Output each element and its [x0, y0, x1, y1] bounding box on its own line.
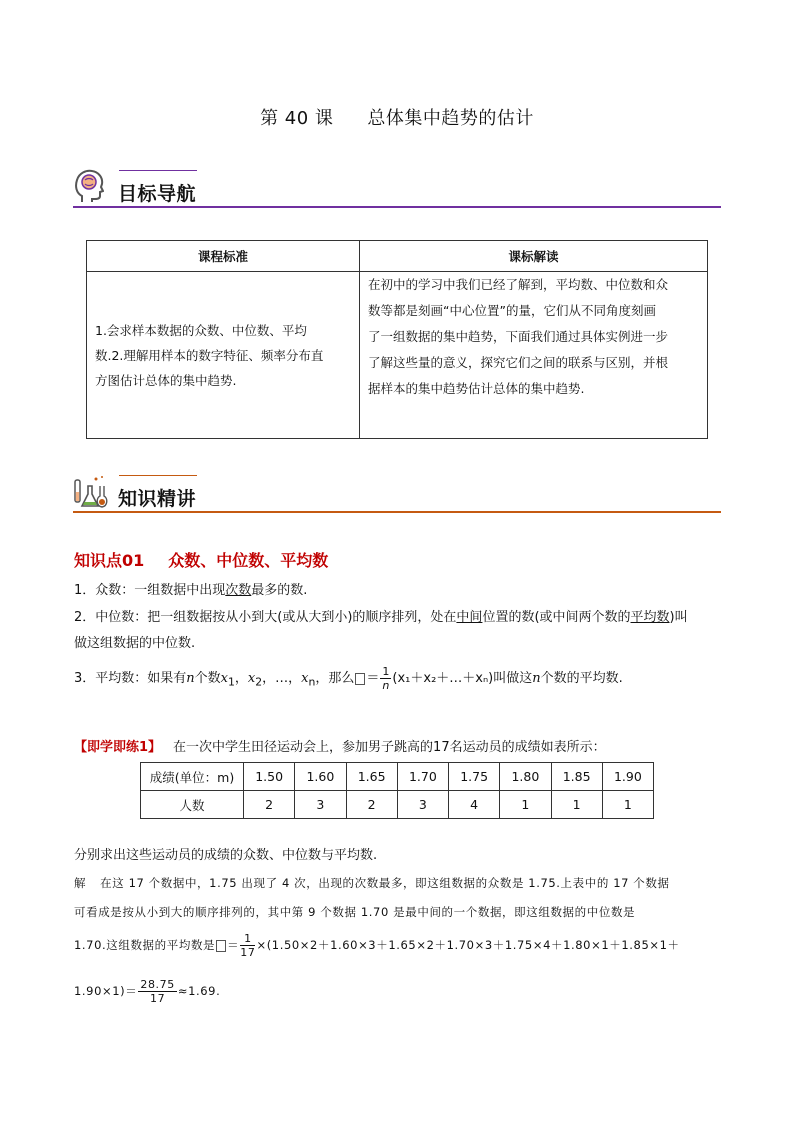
var: x [301, 671, 309, 686]
text: 个数的平均数. [540, 671, 623, 686]
text: 3．平均数：如果有 [74, 671, 187, 686]
fraction-den: 17 [240, 946, 256, 959]
solution-line [74, 978, 220, 1005]
text: 1．众数：一组数据中出现 [74, 583, 226, 598]
score-cell: 1.90 [602, 763, 653, 791]
page-title [0, 104, 794, 130]
text-line: 在初中的学习中我们已经了解到，平均数、中位数和众 [368, 277, 669, 292]
var: n [186, 671, 195, 686]
sub: n [308, 675, 316, 689]
text: ≈1.69. [177, 984, 221, 998]
fraction-num: 28.75 [140, 978, 175, 991]
count-cell: 2 [244, 791, 295, 819]
exercise-ask: 分别求出这些运动员的成绩的众数、中位数与平均数. [74, 848, 378, 863]
score-cell: 1.80 [500, 763, 551, 791]
table-header: 课程标准 [87, 241, 360, 272]
text: 2．中位数：把一组数据按从小到大(或从大到小)的顺序排列，处在 [74, 610, 457, 625]
text-line: 方图估计总体的集中趋势. [95, 372, 237, 388]
section-top-accent [119, 475, 197, 476]
fraction-den: 17 [150, 992, 166, 1005]
row-label: 人数 [141, 791, 244, 819]
text: 1.90×1)＝ [74, 984, 138, 998]
interpretation-cell [360, 272, 708, 439]
fraction-den: n [382, 679, 390, 692]
text-line: 了一组数据的集中趋势，下面我们通过具体实例进一步 [368, 329, 669, 344]
formula: (x₁＋x₂＋…＋xₙ) [392, 671, 494, 686]
count-cell: 3 [295, 791, 346, 819]
fraction-num: 1 [382, 665, 390, 678]
text: ×(1.50×2＋1.60×3＋1.65×2＋1.70×3＋1.75×4＋1.80×1＋1.85×1＋ [256, 938, 680, 952]
definition-mean: 3．平均数：如果有n个数$x_1$，$x_2$，…，$x_n$，那么 ＝ $\frac{1}{n}$ (x₁＋x₂＋…＋xₙ)叫做这n个数的平均数. [74, 665, 623, 692]
score-cell: 1.60 [295, 763, 346, 791]
text-line: 数.2.理解用样本的数字特征、频率分布直 [95, 347, 324, 363]
underlined-term: 次数 [225, 583, 252, 598]
table-header: 课标解读 [360, 241, 708, 272]
section-divider [73, 511, 721, 513]
standards-cell [87, 272, 360, 439]
score-cell: 1.65 [346, 763, 397, 791]
question-text: 在一次中学生田径运动会上，参加男子跳高的17名运动员的成绩如表所示： [173, 740, 606, 755]
row-label: 成绩(单位：m) [141, 763, 244, 791]
section-top-accent [119, 170, 197, 171]
definition-median-cont: 做这组数据的中位数. [74, 636, 196, 651]
text: 个数 [194, 671, 221, 686]
knowledge-point-title [74, 548, 328, 571]
score-cell: 1.50 [244, 763, 295, 791]
fraction [240, 932, 255, 959]
score-table [140, 762, 654, 819]
text: ，…， [262, 671, 302, 686]
solution-line: 1.70.这组数据的平均数是 ＝ $\frac{1}{17}$ ×(1.50×2＋1.60×3＋1.65×2＋1.70×3＋1.75×4＋1.80×1＋1.85×1＋ [74, 932, 680, 959]
score-cell: 1.75 [449, 763, 500, 791]
underlined-term: 平均数 [630, 610, 670, 625]
fraction-num: 1 [240, 932, 255, 946]
definition-median [74, 608, 734, 628]
sub: 1 [228, 675, 235, 689]
var: x [247, 671, 256, 686]
section-heading-knowledge: 知识精讲 [118, 488, 197, 510]
kp-label: 知识点01 [74, 551, 145, 570]
sub: 2 [255, 675, 263, 689]
text: 1.70.这组数据的平均数是 [74, 938, 216, 952]
lesson-topic: 总体集中趋势的估计 [367, 108, 534, 129]
count-cell: 4 [449, 791, 500, 819]
text: )叫 [669, 610, 688, 625]
brain-head-icon [74, 168, 104, 202]
solution-line [74, 870, 722, 897]
count-cell: 2 [346, 791, 397, 819]
count-cell: 3 [397, 791, 448, 819]
var: n [532, 671, 541, 686]
exercise-question [74, 738, 606, 758]
solution-label: 解 [74, 876, 87, 890]
fraction [380, 665, 391, 692]
section-divider [73, 206, 721, 208]
text-line: 1.会求样本数据的众数、中位数、平均 [95, 322, 307, 338]
underlined-term: 中间 [456, 610, 483, 625]
text: 位置的数(或中间两个数的 [482, 610, 631, 625]
exercise-tag: 【即学即练1】 [74, 740, 162, 755]
text: 最多的数. [251, 583, 308, 598]
solution-line: 可看成是按从小到大的顺序排列的，其中第 9 个数据 1.70 是最中间的一个数据，即这组数据的中位数是 [74, 905, 636, 919]
text: 在这 17 个数据中，1.75 出现了 4 次，出现的次数最多，即这组数据的众数是 1.75.上表中的 17 个数据 [100, 876, 670, 890]
section-heading-goals: 目标导航 [118, 183, 197, 205]
definition-mode [74, 581, 307, 601]
kp-name: 众数、中位数、平均数 [168, 551, 329, 570]
placeholder-box-icon [355, 673, 365, 685]
standards-table [86, 240, 708, 439]
text-line: 据样本的集中趋势估计总体的集中趋势. [368, 381, 585, 396]
score-cell: 1.85 [551, 763, 602, 791]
lab-flask-icon [72, 474, 102, 508]
text-line: 了解这些量的意义，探究它们之间的联系与区别，并根 [368, 355, 669, 370]
lesson-number: 第 40 课 [260, 108, 334, 129]
text: ，那么 [315, 671, 355, 686]
placeholder-box-icon [216, 940, 226, 952]
count-cell: 1 [602, 791, 653, 819]
text: ， [234, 671, 248, 686]
count-cell: 1 [551, 791, 602, 819]
text: 叫做这 [493, 671, 533, 686]
fraction [138, 978, 177, 1005]
count-cell: 1 [500, 791, 551, 819]
score-cell: 1.70 [397, 763, 448, 791]
text-line: 数等都是刻画“中心位置”的量，它们从不同角度刻画 [368, 303, 656, 318]
var: x [220, 671, 229, 686]
